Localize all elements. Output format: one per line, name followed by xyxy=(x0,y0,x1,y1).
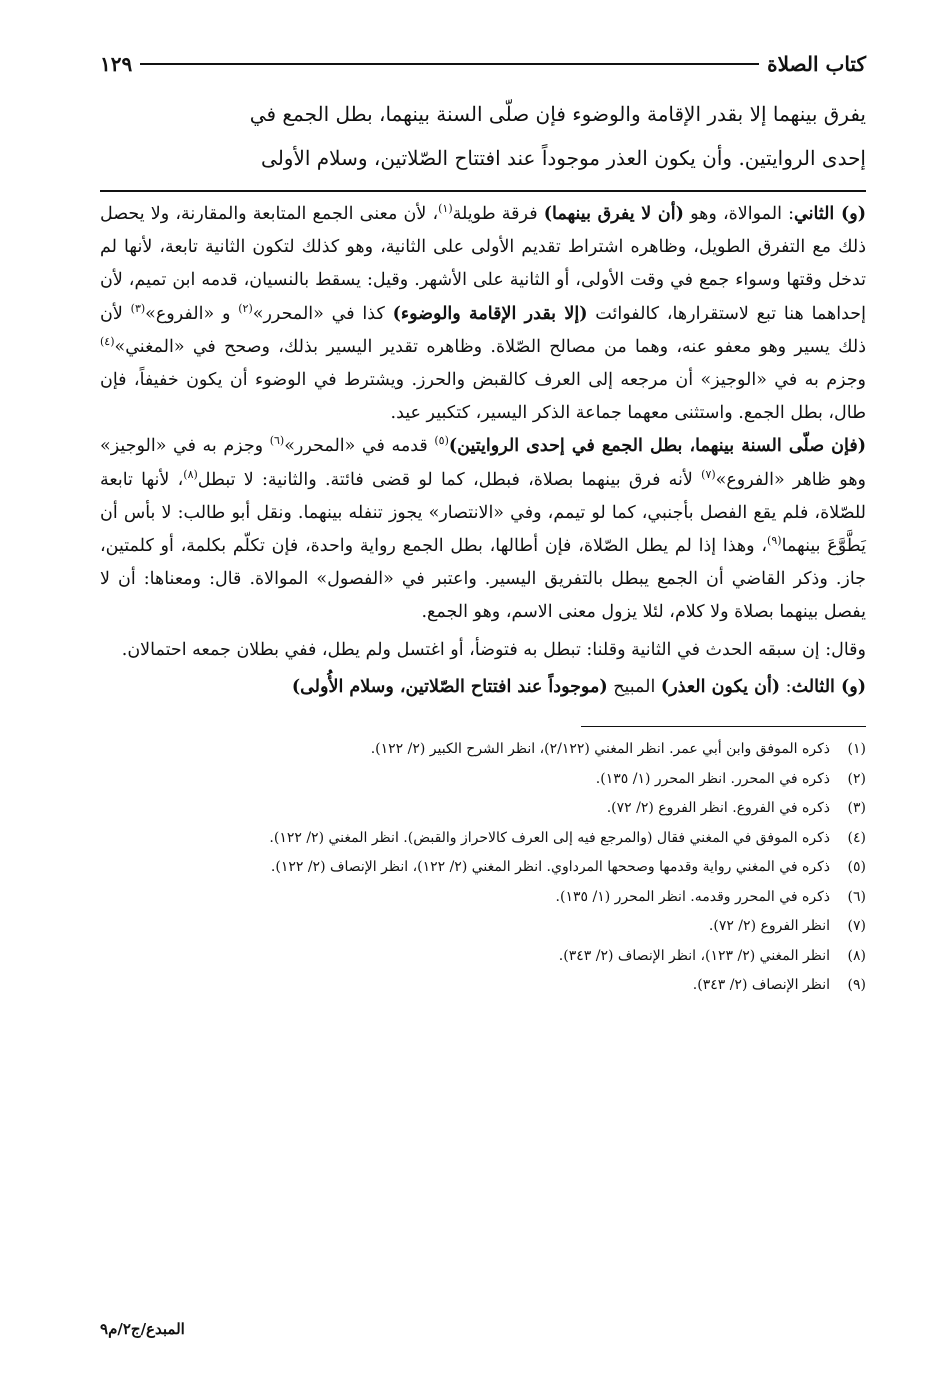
footnote xyxy=(100,735,866,765)
printer-signature: المبدع/ج٢/م٩ xyxy=(100,1320,185,1338)
footnote-text: انظر المغني (٢/ ١٢٣)، انظر الإنصاف (٢/ ٣٤٣). xyxy=(558,947,830,964)
commentary xyxy=(100,198,866,704)
book-page xyxy=(100,44,866,1001)
commentary-paragraph xyxy=(100,430,866,629)
text-run: و «الفروع» xyxy=(145,303,239,324)
footnote xyxy=(100,765,866,795)
footnote-number: (٧) xyxy=(847,918,866,935)
text-run: لأن ذلك يسير وهو معفو عنه، وهما من مصالح الصّلاة. وظاهره تقدير اليسير بذلك، وصحح في «المغني» xyxy=(100,303,866,357)
text-run: : الموالاة، وهو xyxy=(683,204,795,224)
commentary-paragraph xyxy=(100,671,866,704)
commentary-paragraph: وقال: إن سبقه الحدث في الثانية وقلنا: تبطل به فتوضأ، أو اغتسل ولم يطل، ففي بطلان جمعه احتمالان. xyxy=(121,639,866,660)
text-run: وجزم به في «الوجيز» وهو ظاهر «الفروع» xyxy=(100,436,867,490)
bold-phrase: (و) الثالث xyxy=(791,676,866,697)
main-text-line: يفرق بينهما إلا بقدر الإقامة والوضوء فإن صلّى السنة بينهما، بطل الجمع في xyxy=(249,102,866,126)
text-run: وجزم به في «الوجيز» أن مرجعه إلى العرف كالقبض والحرز. ويشترط في الوضوء أن يكون خفيفاً، فإن طال، بطل الجمع. واستثنى معهما جماعة الذكر اليسير، كتكبير عيد. xyxy=(100,370,866,424)
footnote-ref[interactable]: (٤) xyxy=(100,334,115,348)
bold-phrase: (إلا بقدر الإقامة والوضوء) xyxy=(392,303,588,324)
footnote xyxy=(100,794,866,824)
text-run: ، لأنها تابعة للصّلاة، فلم يقع الفصل بأجنبي، كما لو تيمم، وفي «الانتصار» يجوز تنفله بينهما. ونقل أبو طالب: لا بأس أن يَطَّوَّعَ بينهما xyxy=(100,469,866,557)
footnote-number: (٩) xyxy=(847,977,866,994)
text-run: ، لأن معنى الجمع المتابعة والمقارنة، ولا يحصل ذلك مع التفرق الطويل، وظاهره اشتراط تقديم الأولى على الثانية، وهو كذلك لتكون الثانية تابعة، لأنها لم تدخل وقتها وسواء جمع في وقت الأولى، أو الثانية على الأشهر. وقيل: يسقط بالنسيان، قدمه ابن تميم، لأن إحداهما هنا تبع لاستقرارها، كالفوائت xyxy=(100,204,866,324)
footnote xyxy=(100,824,866,854)
footnotes xyxy=(100,735,866,1001)
footnote-ref[interactable]: (١) xyxy=(438,202,453,216)
main-text-line: إحدى الروايتين. وأن يكون العذر موجوداً عند افتتاح الصّلاتين، وسلام الأولى xyxy=(261,146,866,170)
footnote-number: (١) xyxy=(847,741,866,758)
footnote-ref[interactable]: (٢) xyxy=(238,301,253,315)
footnote xyxy=(100,971,866,1001)
footnote xyxy=(100,853,866,883)
bold-phrase: (أن لا يفرق بينهما) xyxy=(543,204,684,224)
header-rule xyxy=(140,63,759,65)
footnote-number: (٢) xyxy=(847,770,866,787)
footnote-text: ذكره في الفروع. انظر الفروع (٢/ ٧٢). xyxy=(606,800,830,817)
footnote-text: ذكره في المغني رواية وقدمها وصححها المرداوي. انظر المغني (٢/ ١٢٢)، انظر الإنصاف (٢/ ١٢٢). xyxy=(270,859,830,876)
page-number: ١٢٩ xyxy=(100,52,133,76)
book-title: كتاب الصلاة xyxy=(767,52,866,76)
bold-phrase: (أن يكون العذر) xyxy=(660,676,781,697)
footnote xyxy=(100,883,866,913)
footnote-ref[interactable]: (٩) xyxy=(767,534,782,548)
text-run: : xyxy=(780,676,792,697)
footnote-text: انظر الإنصاف (٢/ ٣٤٣). xyxy=(692,977,830,994)
footnote-text: انظر الفروع (٢/ ٧٢). xyxy=(708,918,830,935)
main-text xyxy=(100,92,866,180)
text-run: المبيح xyxy=(607,676,661,697)
footnote xyxy=(100,912,866,942)
footnote-text: ذكره الموفق في المغني فقال (والمرجع فيه إلى العرف كالاحراز والقبض). انظر المغني (٢/ ١٢٢). xyxy=(269,829,830,846)
text-run: ، وهذا إذا لم يطل الصّلاة، فإن أطالها، بطل الجمع رواية واحدة، فإن تكلّم بكلمة، أو كلمتين، جاز. وذكر القاضي أن الجمع يبطل بالتفريق اليسير. واعتبر في «الفصول» الموالاة. قال: ومعناها: أن لا يفصل بينهما بصلاة ولا كلام، لئلا يزول معنى الاسم، وهو الجمع. xyxy=(100,536,866,623)
text-run: فرقة طويلة xyxy=(452,204,544,224)
footnote-ref[interactable]: (٧) xyxy=(701,467,716,481)
footnote-number: (٨) xyxy=(847,947,866,964)
bold-phrase: (فإن صلّى السنة بينهما، بطل الجمع في إحدى الروايتين) xyxy=(448,436,867,457)
footnote-text: ذكره في المحرر وقدمه. انظر المحرر (١/ ١٣٥). xyxy=(555,888,830,905)
footnote-text: ذكره في المحرر. انظر المحرر (١/ ١٣٥). xyxy=(595,770,830,787)
footnote-number: (٥) xyxy=(847,859,866,876)
text-run: قدمه في «المحرر» xyxy=(284,436,435,457)
page-header xyxy=(100,44,866,84)
footnote-ref[interactable]: (٥) xyxy=(434,434,449,448)
footnote-number: (٦) xyxy=(847,888,866,905)
footnote-text: ذكره الموفق وابن أبي عمر. انظر المغني (٢/١٢٢)، انظر الشرح الكبير (٢/ ١٢٢). xyxy=(370,741,830,758)
bold-phrase: (موجوداً عند افتتاح الصّلاتين، وسلام الأُولى) xyxy=(291,676,608,697)
footnote-ref[interactable]: (٦) xyxy=(269,434,285,448)
footnote-rule xyxy=(581,726,866,727)
text-run: لأنه فرق بينهما بصلاة، فبطل، كما لو قضى فائتة. والثانية: لا تبطل xyxy=(197,469,702,490)
footnote-number: (٤) xyxy=(847,829,866,846)
footnote-number: (٣) xyxy=(847,800,866,817)
commentary-paragraph xyxy=(100,198,866,430)
text-divider xyxy=(100,190,866,192)
bold-phrase: (و) الثاني xyxy=(794,204,866,224)
footnote xyxy=(100,942,866,972)
text-run: كذا في «المحرر» xyxy=(252,303,393,324)
footnote-ref[interactable]: (٣) xyxy=(130,301,146,315)
footnote-ref[interactable]: (٨) xyxy=(183,467,198,481)
